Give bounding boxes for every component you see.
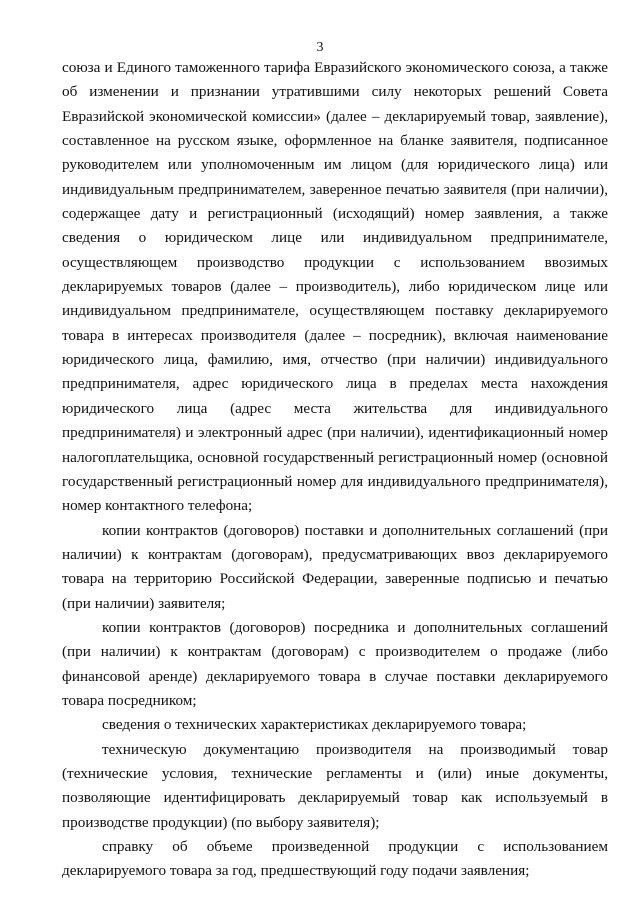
paragraph-intermediary-contracts: копии контрактов (договоров) посредника и дополнительных соглашений (при наличии) к контрактам (договорам) с производителем о продаже (либо финансовой аренде) декларируемого товара в случае поставки декларируемого товара посредником; [62,618,608,709]
paragraph-continuation: союза и Единого таможенного тарифа Евразийского экономического союза, а также об изменении и признании утратившими силу некоторых решений Совета Евразийской экономической комиссии» (далее – декларируемый товар, заявление), составленное на русском языке, оформленное на бланке заявителя, подписанное руководителем или уполномоченным им лицом (для юридического лица) или индивидуальным предпринимателем, заверенное печатью заявителя (при наличии), содержащее дату и регистрационный (исходящий) номер заявления, а также сведения о юридическом лице или индивидуальном предпринимателе, осуществляющем производство продукции с использованием ввозимых декларируемых товаров (далее – производитель), либо юридическом лице или индивидуальном предпринимателе, осуществляющем поставку декларируемого товара в интересах производителя (далее – посредник), включая наименование юридического лица, фамилию, имя, отчество (при наличии) индивидуального предпринимателя, адрес юридического лица в пределах места нахождения юридического лица (адрес места жительства для индивидуального предпринимателя) и электронный адрес (при наличии), идентификационный номер налогоплательщика, основной государственный регистрационный номер (основной государственный регистрационный номер для индивидуального предпринимателя), номер контактного телефона; [62,59,608,515]
paragraph-supply-contracts: копии контрактов (договоров) поставки и дополнительных соглашений (при наличии) к контрактам (договорам), предусматривающих ввоз декларируемого товара на территорию Российской Федерации, заверенные подписью и печатью (при наличии) заявителя; [62,521,608,612]
paragraph-technical-documentation: техническую документацию производителя на производимый товар (технические условия, технические регламенты и (или) иные документы, позволяющие идентифицировать декларируемый товар как используемый в производстве продукции) (по выбору заявителя); [62,740,608,831]
paragraph-production-volume: справку об объеме произведенной продукции с использованием декларируемого товара за год, предшествующий году подачи заявления; [62,838,608,880]
document-body [62,56,608,884]
paragraph-technical-characteristics: сведения о технических характеристиках декларируемого товара; [102,716,527,734]
page-number: 3 [316,40,324,55]
